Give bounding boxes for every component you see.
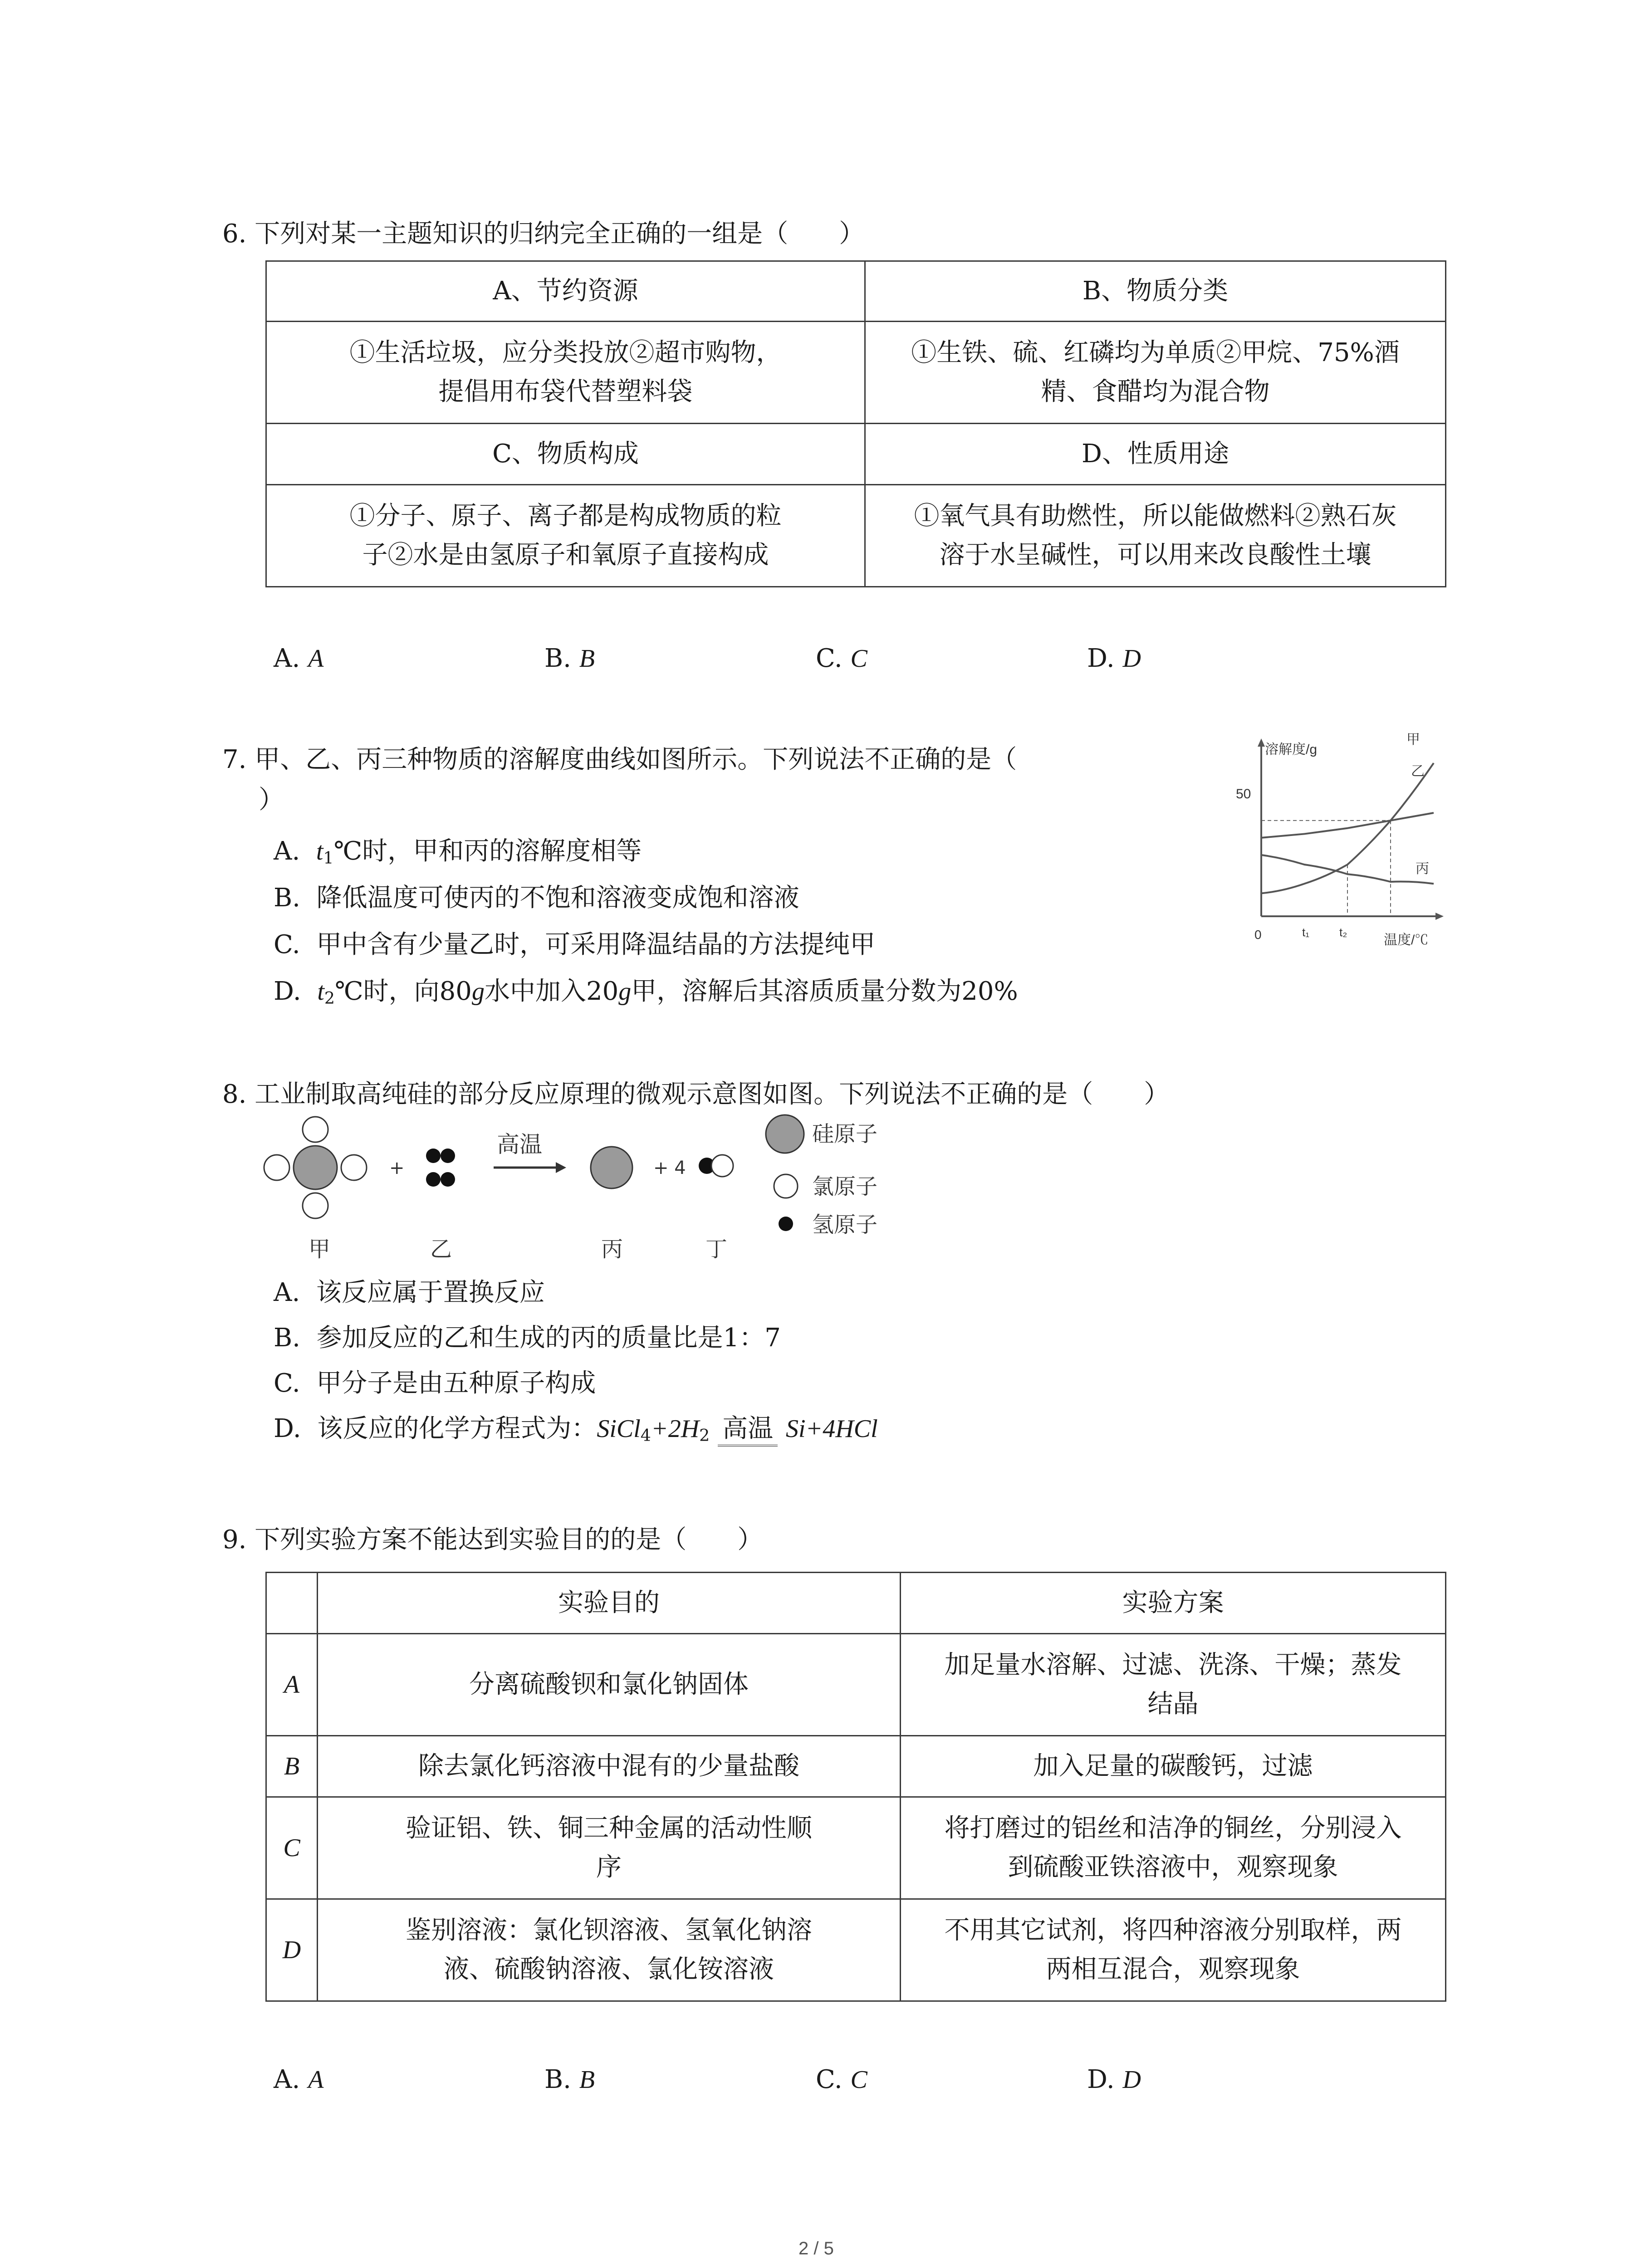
row-plan (901, 1634, 1446, 1736)
q8-option-c[interactable] (274, 1365, 596, 1402)
label-yi: 乙 (430, 1237, 452, 1262)
q7-option-a[interactable] (274, 833, 642, 876)
q6-cell-b-line2: 精、食醋均为混合物 (1041, 377, 1270, 406)
row-goal-line2: 序 (596, 1853, 622, 1882)
molecule-ding (699, 1155, 733, 1177)
table-row (266, 1797, 1446, 1899)
option-value: A (308, 645, 324, 673)
q8-option-b[interactable] (274, 1320, 781, 1356)
unit-g-2: g (618, 978, 632, 1006)
origin-label: 0 (1254, 928, 1262, 942)
option-label: B. (274, 1323, 300, 1353)
row-goal (318, 1736, 901, 1797)
q6-cell-c (266, 485, 865, 587)
option-label: C. (816, 2065, 843, 2094)
legend-si-icon (766, 1115, 804, 1153)
option-text-3: 甲，溶解后其溶质质量分数为20% (631, 977, 1018, 1006)
y-axis-arrow (1258, 738, 1265, 747)
q6-cell-d (865, 485, 1446, 587)
q6-table (265, 260, 1446, 587)
q6-option-a[interactable] (274, 640, 323, 677)
arrow-condition: 高温 (497, 1131, 542, 1158)
series-line-1 (1261, 813, 1434, 838)
molecule-bing-si-atom (591, 1147, 632, 1188)
math-sub: 2 (324, 988, 335, 1008)
series-label-yi: 乙 (1411, 764, 1425, 779)
q6-cell-d-line1: ①氧气具有助燃性，所以能做燃料②熟石灰 (914, 501, 1397, 531)
table-row (266, 1899, 1446, 2001)
option-text-1: ℃时，向80 (335, 977, 472, 1006)
option-value: C (850, 2066, 867, 2094)
plus-sign: + (389, 1158, 405, 1178)
row-goal-line2: 液、硫酸钠溶液、氯化铵溶液 (444, 1955, 774, 1984)
math-var: t (316, 837, 323, 865)
row-plan-line2: 两相互混合，观察现象 (1046, 1955, 1300, 1984)
option-label: A. (274, 836, 300, 866)
unit-g-1: g (471, 978, 485, 1006)
series-label-jia: 甲 (1406, 732, 1420, 747)
q6-cell-a-line2: 提倡用布袋代替塑料袋 (438, 377, 693, 406)
reaction-diagram (263, 1111, 921, 1266)
solubility-chart (1225, 726, 1465, 953)
option-label: C. (816, 644, 843, 673)
option-label: D. (274, 1414, 301, 1443)
reaction-condition: 高温 (718, 1413, 778, 1447)
q6-cell-b (865, 322, 1446, 424)
q9-option-c[interactable] (816, 2062, 867, 2098)
x-axis-arrow (1435, 913, 1444, 920)
h-atom (426, 1149, 441, 1163)
q6-head-d: D、性质用途 (865, 424, 1446, 485)
option-label: A. (274, 1278, 300, 1307)
label-jia: 甲 (309, 1237, 331, 1262)
formula-sub: 2 (699, 1426, 710, 1446)
row-key: C (266, 1797, 318, 1899)
row-goal-line1: 分离硫酸钡和氯化钠固体 (469, 1670, 749, 1699)
option-text: 甲中含有少量乙时，可采用降温结晶的方法提纯甲 (316, 930, 876, 959)
q9-stem: 9. 下列实验方案不能达到实验目的的是（ ） (222, 1525, 763, 1554)
h-atom (441, 1172, 455, 1187)
row-key: B (266, 1736, 318, 1797)
row-plan (901, 1899, 1446, 2001)
option-value: B (579, 2066, 595, 2094)
cl-atom (711, 1155, 733, 1177)
arrow-head (556, 1162, 566, 1173)
row-plan-line2: 到硫酸亚铁溶液中，观察现象 (1008, 1853, 1338, 1882)
q7-stem-line1: 7. 甲、乙、丙三种物质的溶解度曲线如图所示。下列说法不正确的是（ (222, 745, 1017, 774)
option-text: 该反应属于置换反应 (316, 1278, 545, 1307)
row-plan-line1: 将打磨过的铝丝和洁净的铜丝，分别浸入 (944, 1813, 1402, 1843)
option-label: A. (274, 2065, 300, 2094)
option-text: 降低温度可使丙的不饱和溶液变成饱和溶液 (316, 883, 799, 913)
q6-head-c: C、物质构成 (266, 424, 865, 485)
math-sub: 1 (323, 848, 334, 868)
label-ding: 丁 (705, 1237, 728, 1262)
option-text: 该反应的化学方程式为： (317, 1414, 597, 1443)
label-bing: 丙 (601, 1237, 623, 1262)
option-value: A (308, 2066, 324, 2094)
table-row (266, 1634, 1446, 1736)
row-plan-line1: 不用其它试剂，将四种溶液分别取样，两 (944, 1916, 1402, 1945)
option-text: ℃时，甲和丙的溶解度相等 (333, 836, 642, 866)
q8-stem: 8. 工业制取高纯硅的部分反应原理的微观示意图如图。下列说法不正确的是（ ） (222, 1080, 1170, 1109)
row-goal-line1: 验证铝、铁、铜三种金属的活动性顺 (406, 1813, 812, 1843)
option-value: D (1122, 645, 1141, 673)
q9-option-b[interactable] (544, 2062, 595, 2098)
legend-h-label: 氢原子 (812, 1212, 878, 1237)
q6-option-c[interactable] (816, 640, 867, 677)
option-value: D (1122, 2066, 1141, 2094)
q9-head-key (266, 1573, 318, 1634)
q8-option-a[interactable] (274, 1275, 545, 1311)
formula-products: Si+4HCl (785, 1415, 878, 1443)
q6-option-b[interactable] (544, 640, 595, 677)
row-key: A (266, 1634, 318, 1736)
plus-four: + 4 (653, 1158, 686, 1178)
row-goal-line1: 除去氯化钙溶液中混有的少量盐酸 (418, 1751, 799, 1781)
option-label: D. (1087, 644, 1115, 673)
cl-atom (341, 1155, 367, 1180)
series-label-bing: 丙 (1416, 861, 1429, 876)
option-value: C (850, 645, 867, 673)
row-plan-line1: 加足量水溶解、过滤、洗涤、干燥；蒸发 (944, 1650, 1402, 1680)
option-label: C. (274, 930, 300, 959)
q9-head-plan: 实验方案 (901, 1573, 1446, 1634)
h-atom (426, 1172, 441, 1187)
option-value: B (579, 645, 595, 673)
cl-atom (303, 1193, 328, 1218)
option-text: 参加反应的乙和生成的丙的质量比是1：7 (316, 1323, 781, 1353)
option-text: 甲分子是由五种原子构成 (316, 1369, 596, 1398)
row-goal (318, 1797, 901, 1899)
row-plan-line1: 加入足量的碳酸钙，过滤 (1033, 1751, 1313, 1781)
q6-option-d[interactable] (1087, 640, 1141, 677)
q7-option-c[interactable] (274, 927, 875, 963)
row-goal-line1: 鉴别溶液：氯化钡溶液、氢氧化钠溶 (406, 1916, 812, 1945)
y-axis-label: 溶解度/g (1265, 742, 1318, 757)
q9-option-a[interactable] (274, 2062, 323, 2098)
math-var: t (317, 978, 324, 1006)
q7-option-d[interactable] (274, 973, 1018, 1017)
x-tick-t1: t₁ (1302, 925, 1309, 939)
h-atom (441, 1149, 455, 1163)
option-label: C. (274, 1369, 300, 1398)
q6-stem: 6. 下列对某一主题知识的归纳完全正确的一组是（ ） (222, 219, 865, 249)
q9-table (265, 1572, 1446, 2002)
legend-cl-label: 氯原子 (812, 1174, 878, 1199)
x-axis-label: 温度/℃ (1384, 933, 1429, 948)
q6-head-b: B、物质分类 (865, 261, 1446, 322)
row-goal (318, 1899, 901, 2001)
option-label: D. (1087, 2065, 1115, 2094)
option-text-2: 水中加入20 (484, 977, 619, 1006)
option-label: D. (274, 977, 301, 1006)
legend-si-label: 硅原子 (812, 1121, 878, 1147)
x-tick-t2: t₂ (1339, 925, 1347, 939)
molecule-yi (426, 1149, 455, 1187)
q8-option-d[interactable] (274, 1411, 878, 1454)
legend-h-icon (779, 1217, 793, 1231)
q6-head-a: A、节约资源 (266, 261, 865, 322)
option-label: B. (544, 2065, 571, 2094)
q7-option-b[interactable] (274, 880, 799, 916)
formula-h2: +2H (651, 1415, 700, 1443)
row-goal (318, 1634, 901, 1736)
option-label: B. (274, 883, 300, 913)
option-label: B. (544, 644, 571, 673)
q6-cell-c-line2: 子②水是由氢原子和氧原子直接构成 (362, 540, 769, 570)
q6-cell-d-line2: 溶于水呈碱性，可以用来改良酸性土壤 (939, 540, 1372, 570)
si-atom (294, 1146, 337, 1189)
q7-stem-line2: ） (259, 785, 284, 815)
q6-cell-a-line1: ①生活垃圾，应分类投放②超市购物， (349, 338, 782, 367)
row-plan-line2: 结晶 (1147, 1689, 1199, 1719)
row-plan (901, 1736, 1446, 1797)
molecule-jia (264, 1117, 367, 1218)
row-key: D (266, 1899, 318, 2001)
page-number: 2 / 5 (798, 2239, 834, 2258)
formula-sicl4: SiCl (597, 1415, 641, 1443)
cl-atom (264, 1155, 289, 1180)
legend-cl-icon (774, 1174, 798, 1198)
formula-sub: 4 (640, 1426, 651, 1446)
y-tick-50: 50 (1236, 787, 1251, 802)
table-row (266, 1736, 1446, 1797)
q9-option-d[interactable] (1087, 2062, 1141, 2098)
option-label: A. (274, 644, 300, 673)
q6-cell-a (266, 322, 865, 424)
q6-cell-b-line1: ①生铁、硫、红磷均为单质②甲烷、75%酒 (911, 338, 1400, 367)
cl-atom (303, 1117, 328, 1142)
row-plan (901, 1797, 1446, 1899)
q6-cell-c-line1: ①分子、原子、离子都是构成物质的粒 (349, 501, 782, 531)
q9-head-goal: 实验目的 (318, 1573, 901, 1634)
